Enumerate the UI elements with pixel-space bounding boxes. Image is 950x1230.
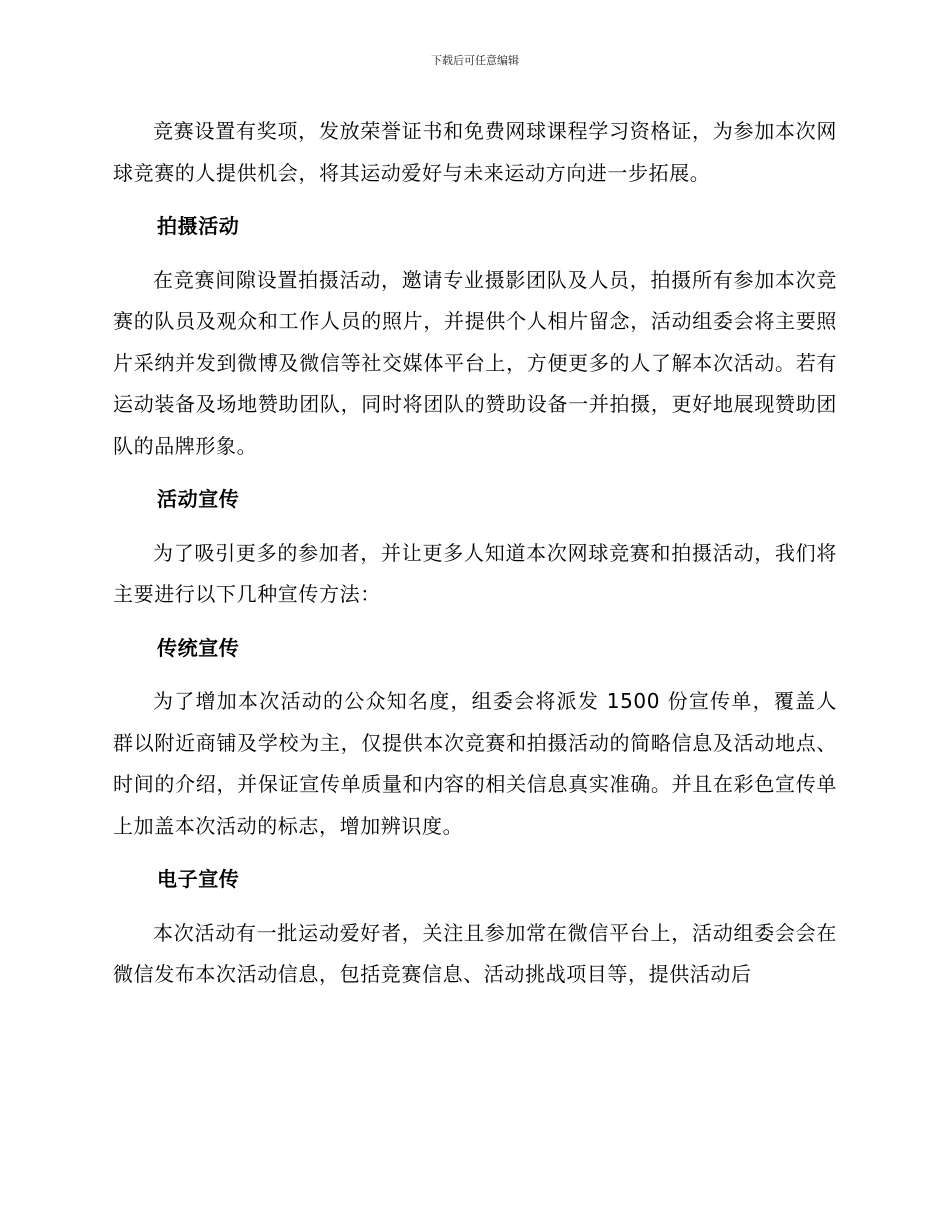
heading-electronic-promotion: 电子宣传 [157, 867, 240, 891]
paragraph-traditional-promotion: 为了增加本次活动的公众知名度，组委会将派发 1500 份宣传单，覆盖人群以附近商铺及学校为主，仅提供本次竞赛和拍摄活动的简略信息及活动地点、时间的介绍，并保证宣传单质量和内容的相关信息真实准确。并且在彩色宣传单上加盖本次活动的标志，增加辨识度。 [113, 689, 837, 838]
page-header: 下载后可任意编辑 [431, 54, 519, 67]
paragraph-promotion: 为了吸引更多的参加者，并让更多人知道本次网球竞赛和拍摄活动，我们将主要进行以下几种宣传方法： [113, 540, 837, 606]
document-body [113, 111, 837, 996]
paragraph-electronic-promotion: 本次活动有一批运动爱好者，关注且参加常在微信平台上，活动组委会会在微信发布本次活动信息，包括竞赛信息、活动挑战项目等，提供活动后 [113, 920, 837, 986]
heading-photo-activity: 拍摄活动 [157, 214, 240, 238]
heading-promotion: 活动宣传 [157, 487, 240, 511]
paragraph-awards: 竞赛设置有奖项，发放荣誉证书和免费网球课程学习资格证，为参加本次网球竞赛的人提供机会，将其运动爱好与未来运动方向进一步拓展。 [113, 119, 837, 185]
paragraph-photo-activity: 在竞赛间隙设置拍摄活动，邀请专业摄影团队及人员，拍摄所有参加本次竞赛的队员及观众和工作人员的照片，并提供个人相片留念，活动组委会将主要照片采纳并发到微博及微信等社交媒体平台上，方便更多的人了解本次活动。若有运动装备及场地赞助团队，同时将团队的赞助设备一并拍摄，更好地展现赞助团队的品牌形象。 [113, 267, 837, 458]
heading-traditional-promotion: 传统宣传 [157, 635, 240, 660]
